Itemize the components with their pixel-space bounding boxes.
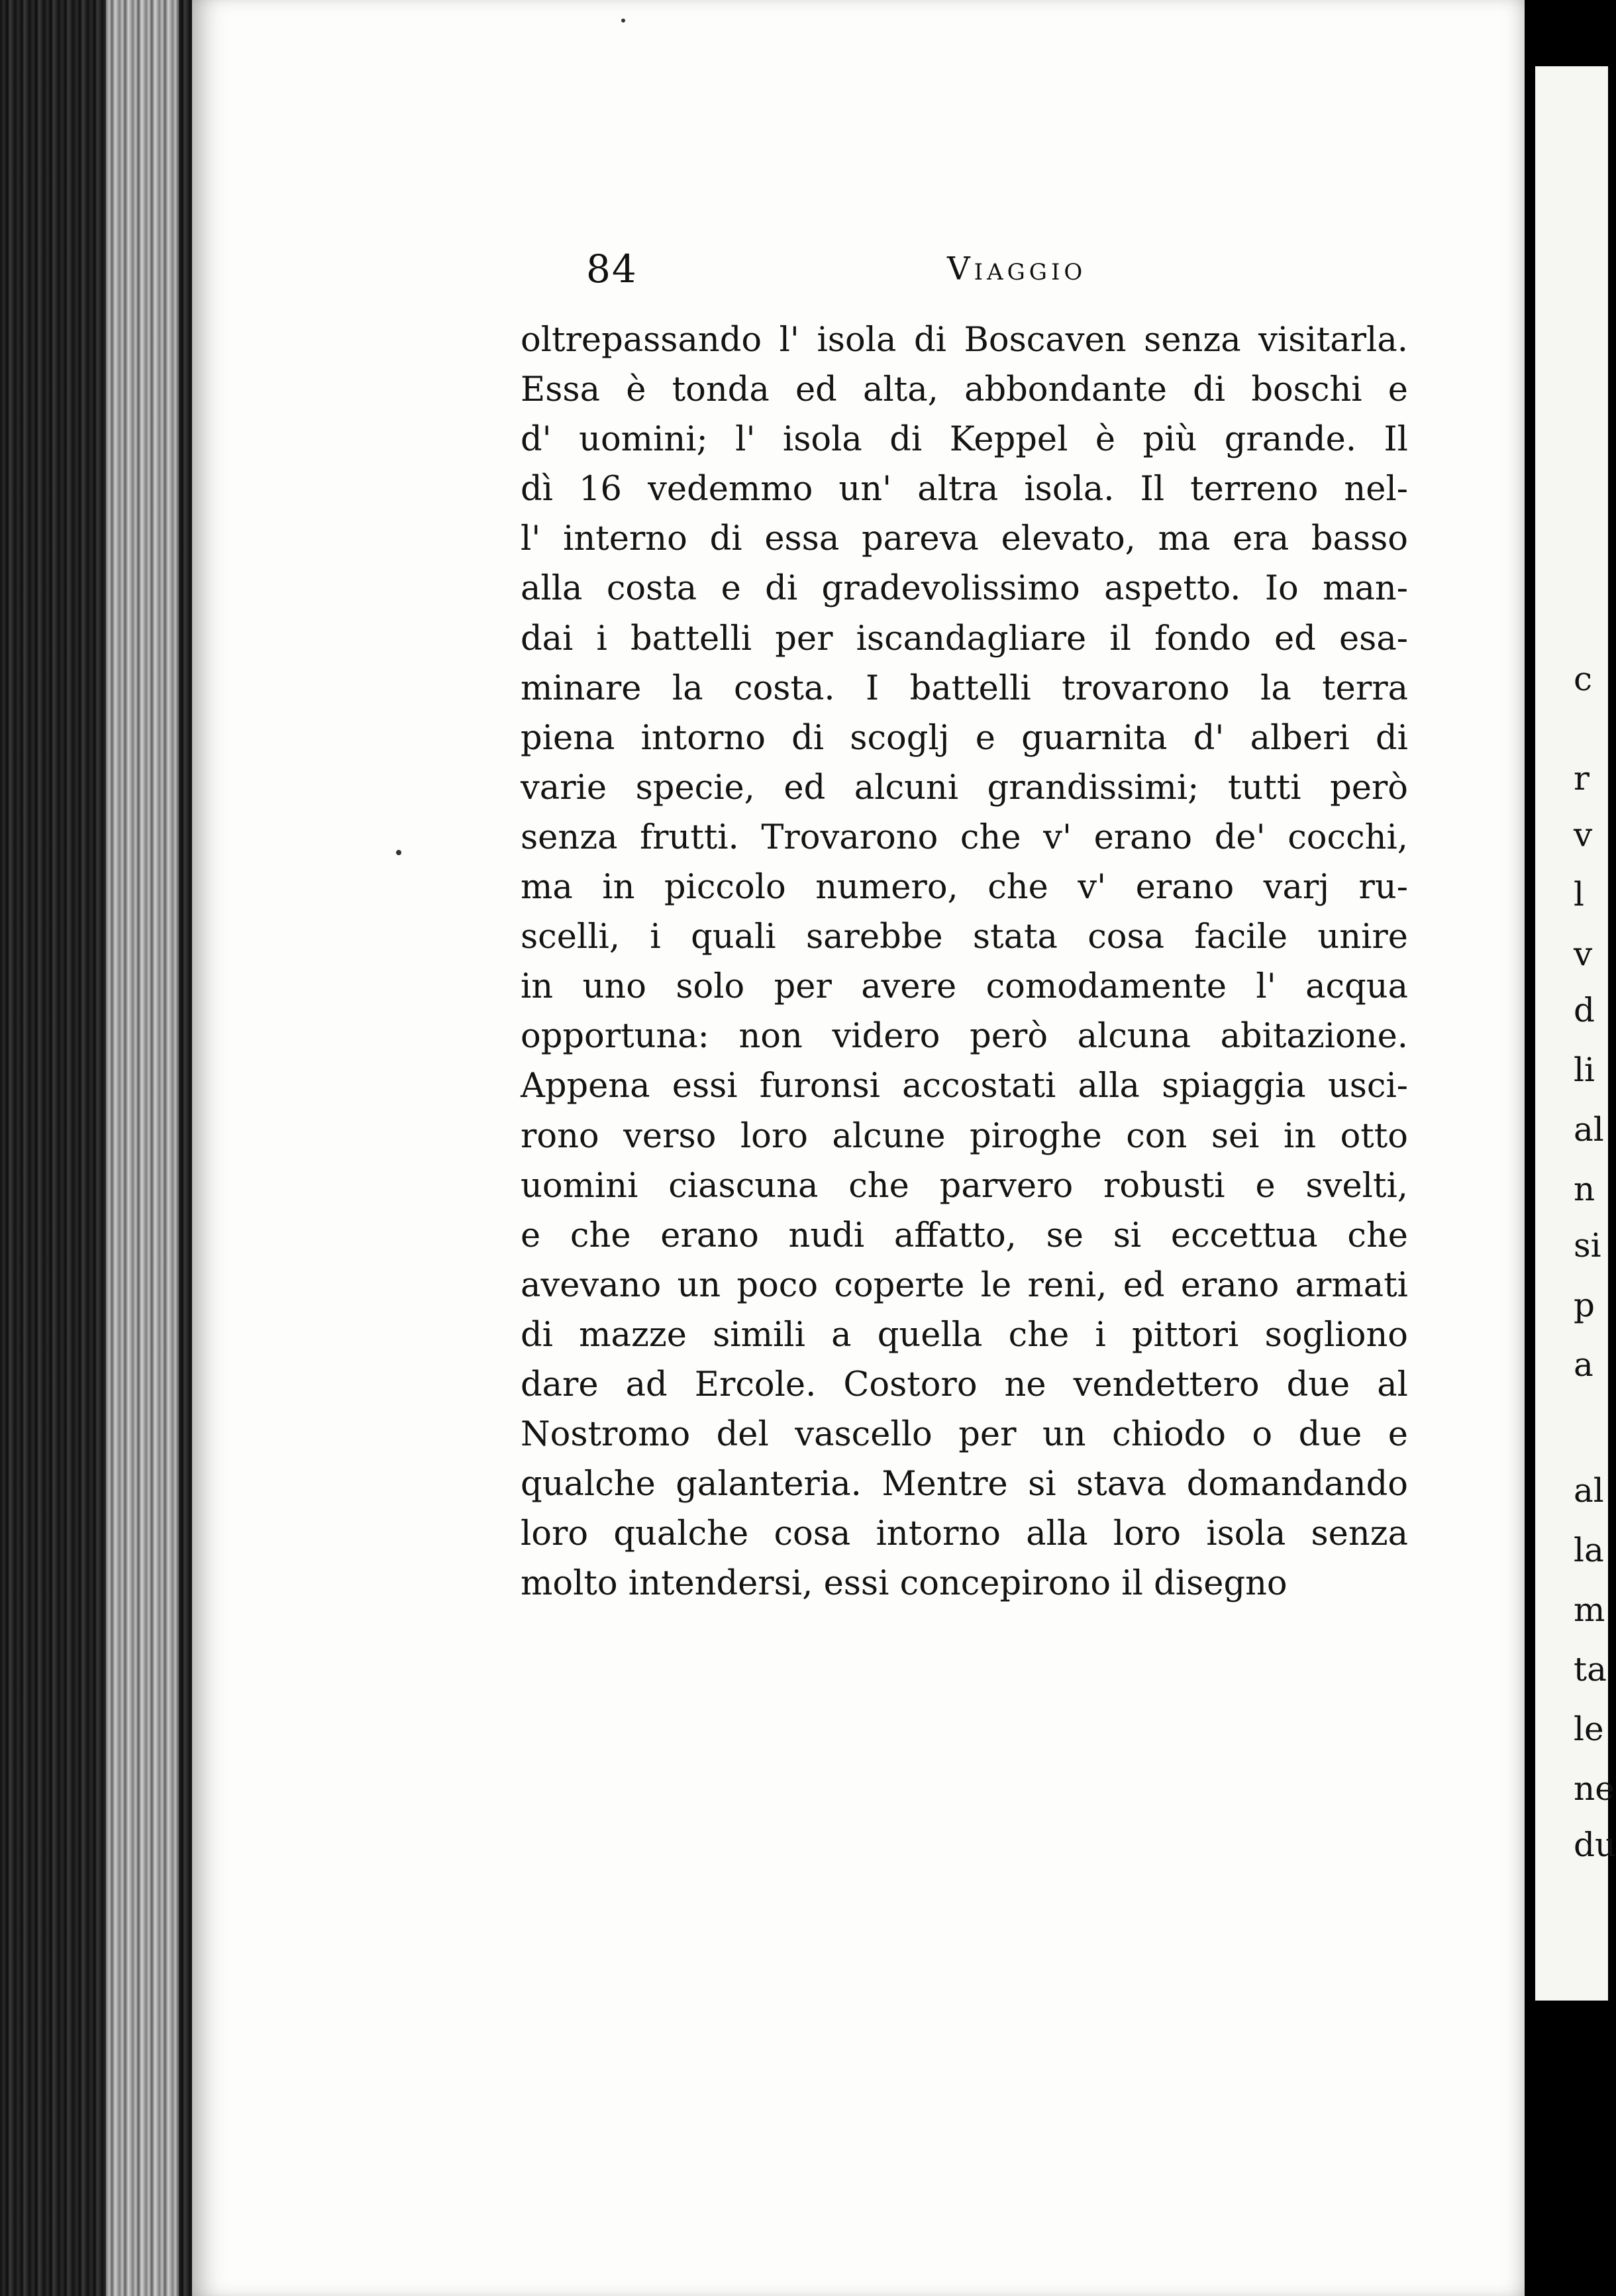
ink-speck (396, 850, 401, 855)
facing-page-fragment: p (1574, 1286, 1595, 1324)
body-text (521, 315, 1408, 1608)
text-line: dì 16 vedemmo un' altra isola. Il terreno nel- (521, 470, 1408, 509)
text-line: loro qualche cosa intorno alla loro isola senza (521, 1514, 1408, 1554)
facing-page-fragment: si (1574, 1226, 1601, 1265)
text-line: senza frutti. Trovarono che v' erano de' cocchi, (521, 817, 1408, 857)
facing-page-fragment: r (1574, 759, 1590, 798)
facing-page-fragment: la (1574, 1531, 1604, 1569)
text-line: di mazze simili a quella che i pittori sogliono (521, 1315, 1408, 1355)
text-line: Appena essi furonsi accostati alla spiaggia usci- (521, 1067, 1408, 1106)
text-line: molto intendersi, essi concepirono il disegno (521, 1564, 1288, 1604)
facing-page-fragment: l (1574, 875, 1584, 913)
facing-page-fragment: d (1574, 991, 1595, 1029)
text-line: Essa è tonda ed alta, abbondante di boschi e (521, 370, 1408, 410)
text-line: ma in piccolo numero, che v' erano varj ru- (521, 868, 1408, 908)
facing-page-fragment: n (1574, 1170, 1595, 1208)
text-line: l' interno di essa pareva elevato, ma era basso (521, 519, 1408, 559)
text-line: d' uomini; l' isola di Keppel è più grande. Il (521, 420, 1408, 460)
facing-page-fragment: ta (1574, 1650, 1607, 1689)
text-line: scelli, i quali sarebbe stata cosa facile unire (521, 917, 1408, 957)
text-line: oltrepassando l' isola di Boscaven senza visitarla. (521, 321, 1408, 360)
text-line: dare ad Ercole. Costoro ne vendettero due al (521, 1365, 1408, 1404)
facing-page-fragment: ne (1574, 1769, 1615, 1808)
text-line: dai i battelli per iscandagliare il fondo ed esa- (521, 619, 1408, 658)
facing-page-fragment: al (1574, 1110, 1604, 1149)
text-line: alla costa e di gradevolissimo aspetto. Io man- (521, 569, 1408, 609)
ink-speck (621, 19, 625, 23)
text-line: in uno solo per avere comodamente l' acqua (521, 967, 1408, 1007)
facing-page-fragment: du (1574, 1826, 1616, 1864)
text-line: Nostromo del vascello per un chiodo o due e (521, 1415, 1408, 1455)
facing-page-edge (1535, 66, 1616, 2001)
text-line: e che erano nudi affatto, se si eccettua che (521, 1216, 1408, 1255)
page-edges (106, 0, 179, 2296)
text-line: rono verso loro alcune piroghe con sei in otto (521, 1116, 1408, 1156)
text-line: opportuna: non videro però alcuna abitazione. (521, 1017, 1408, 1057)
text-line: piena intorno di scoglj e guarnita d' alberi di (521, 718, 1408, 758)
page-header (586, 246, 1381, 306)
text-line: varie specie, ed alcuni grandissimi; tutti però (521, 768, 1408, 808)
facing-page-fragment: v (1574, 935, 1593, 973)
text-line: uomini ciascuna che parvero robusti e svelti, (521, 1166, 1408, 1206)
page-number: 84 (586, 246, 638, 291)
running-head: Viaggio (947, 250, 1087, 287)
facing-page-fragment: c (1574, 660, 1593, 698)
facing-page-fragment: m (1574, 1591, 1605, 1629)
text-line: qualche galanteria. Mentre si stava domandando (521, 1465, 1408, 1504)
text-line: avevano un poco coperte le reni, ed erano armati (521, 1265, 1408, 1305)
facing-page-fragment: a (1574, 1345, 1593, 1384)
facing-page-fragment: le (1574, 1710, 1604, 1748)
text-line: minare la costa. I battelli trovarono la terra (521, 668, 1408, 708)
facing-page-fragment: li (1574, 1051, 1595, 1089)
facing-page-fragment: v (1574, 815, 1593, 854)
facing-page-fragment: al (1574, 1471, 1604, 1510)
